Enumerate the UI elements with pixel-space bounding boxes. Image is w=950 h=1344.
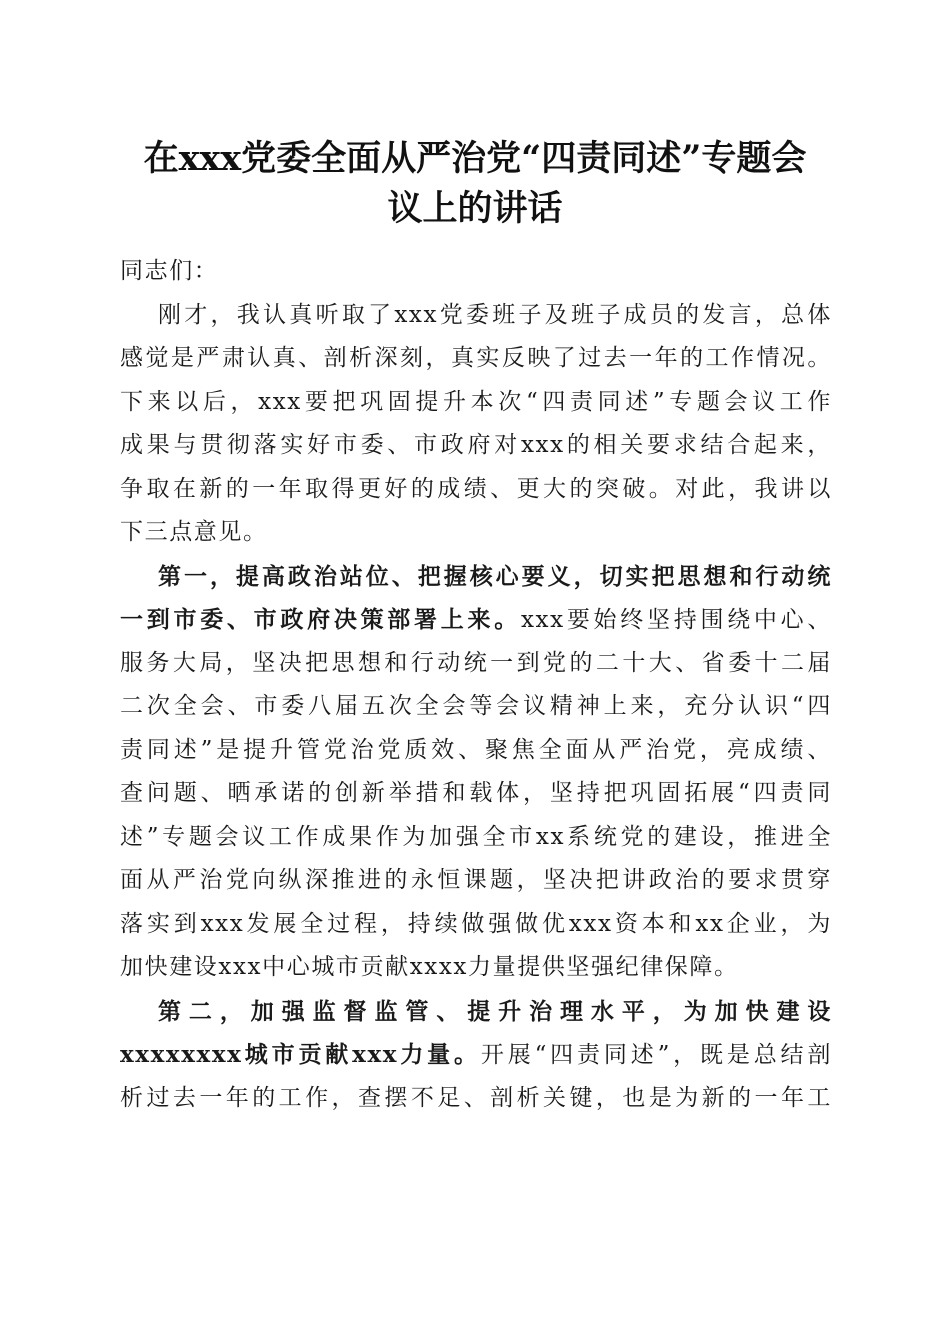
title-line-2: 议上的讲话 <box>387 188 563 229</box>
section1-line-2 <box>120 598 832 642</box>
section1-line-5: 责同述”是提升管党治党质效、聚焦全面从严治党，亮成绩、 <box>120 736 832 763</box>
section1-line-4: 二次全会、市委八届五次全会等会议精神上来，充分认识“四 <box>120 693 832 719</box>
section1-line-8: 面从严治党向纵深推进的永恒课题，坚决把讲政治的要求贯穿 <box>120 867 832 893</box>
section2-line-2 <box>120 1033 832 1077</box>
section1-line-3: 服务大局，坚决把思想和行动统一到党的二十大、省委十二届 <box>120 649 832 676</box>
section2-line-3: 析过去一年的工作，查摆不足、剖析关键，也是为新的一年工 <box>120 1084 832 1111</box>
section1-line-6: 查问题、晒承诺的创新举措和载体，坚持把巩固拓展“四责同 <box>120 780 832 806</box>
document-title <box>100 134 850 234</box>
section1-line-2-rest: xxx要始终坚持围绕中心、 <box>520 607 832 633</box>
section1-line-9: 落实到xxx发展全过程，持续做强做优xxx资本和xx企业，为 <box>120 910 832 937</box>
intro-line-5: 争取在新的一年取得更好的成绩、更大的突破。对此，我讲以 <box>120 475 832 502</box>
document-body <box>120 250 832 1120</box>
section1-line-10: 加快建设xxx中心城市贡献xxxx力量提供坚强纪律保障。 <box>120 954 739 980</box>
salutation: 同志们： <box>120 258 219 284</box>
section1-heading-line-2: 一到市委、市政府决策部署上来。 <box>120 606 521 633</box>
title-line-1: 在xxx党委全面从严治党“四责同述”专题会 <box>143 138 807 179</box>
section1-line-7: 述”专题会议工作成果作为加强全市xx系统党的建设，推进全 <box>120 823 832 850</box>
intro-line-1: 刚才，我认真听取了xxx党委班子及班子成员的发言，总体 <box>158 301 832 328</box>
intro-line-3: 下来以后，xxx要把巩固提升本次“四责同述”专题会议工作 <box>120 388 832 415</box>
section2-line-2-rest: 开展“四责同述”，既是总结剖 <box>480 1042 833 1068</box>
intro-line-6: 下三点意见。 <box>120 519 268 545</box>
section2-heading-line-1: 第二，加强监督监管、提升治理水平，为加快建设 <box>158 997 832 1025</box>
intro-line-2: 感觉是严肃认真、剖析深刻，真实反映了过去一年的工作情况。 <box>120 345 832 371</box>
section2-heading-line-2: xxxxxxxx城市贡献xxx力量。 <box>120 1041 481 1068</box>
section1-heading-line-1: 第一，提高政治站位、把握核心要义，切实把思想和行动统 <box>158 562 832 590</box>
intro-line-4: 成果与贯彻落实好市委、市政府对xxx的相关要求结合起来， <box>120 432 832 458</box>
